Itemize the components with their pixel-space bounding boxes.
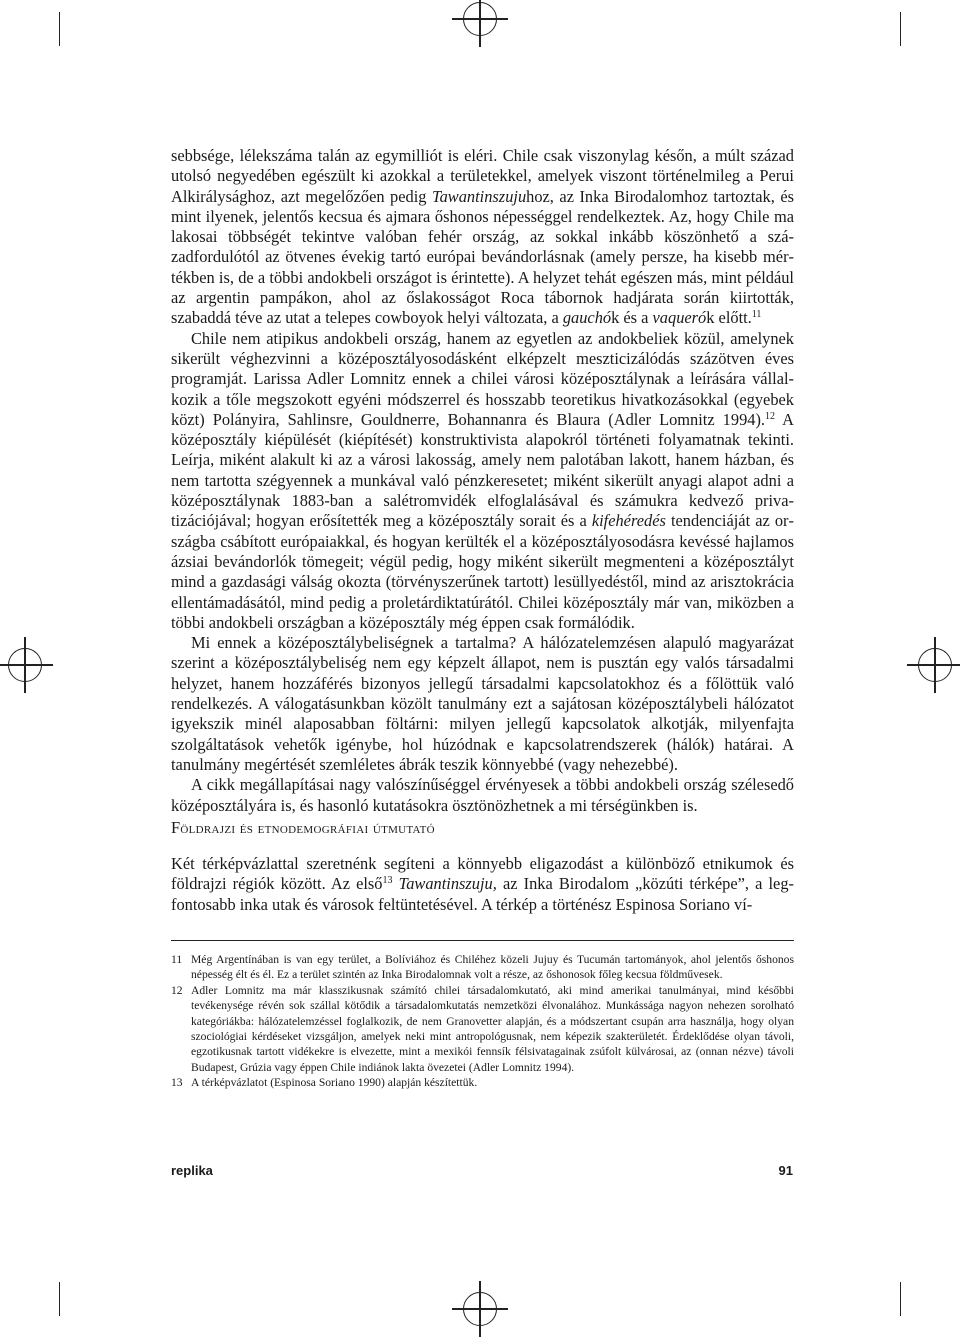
paragraph-2	[171, 329, 794, 633]
registration-mark-top	[463, 2, 497, 36]
text-run: Két térképvázlattal szeretnénk segíteni a könnyebb eligazodást a különböző etnikumok és földrajzi régiók között. Az első	[171, 854, 794, 894]
journal-name: replika	[171, 1163, 213, 1178]
crop-mark-bottom-right	[900, 1282, 901, 1316]
paragraph-4	[171, 775, 794, 816]
text-run: A cikk megállapításai nagy valószínűséggel érvényesek a többi andokbeli ország szélesedő középosztályára is, és hasonló kutatásokra ösztönözhetnek a mi térségünkben is.	[171, 775, 794, 815]
crop-mark-top-left	[59, 12, 60, 46]
text-run: Chile nem atipikus andokbeli ország, hanem az egyetlen az andokbeliek közül, amelynek sikerült véghezvinni a középosztályosodásként elképzelt meszticizálódás százötven éves programját. Larissa Adler Lomnitz ennek a chilei városi középosztálynak a leírására vállalkozik a tőle megszokott egyéni módszerrel és hosszabb teoretikus hivatkozásokkal (egyebek közt) Polányira, Sahlinsre, Gouldnerre, Bohannanra és Blaura (Adler Lomnitz 1994).	[171, 328, 794, 429]
footnote-12	[171, 983, 794, 1075]
text-run: A középosztály kiépülését (kiépítését) konstruktivista alapokról történeti folyamatnak tekinti. Leírja, miként alakult ki az a városi lakosság, amely nem palotában lakott, hanem házban, és nem tartotta szégyennek a munkával való pénzkeresetet; miként sikerült anyagi alapot adni a középosztálynak 1883-ban a salétromvidék elfoglalásával és számukra kedvező privatizációjával; hogyan erősítették meg a középosztály sorait és a	[171, 409, 794, 531]
text-run: k előtt.	[706, 308, 752, 328]
article-body	[171, 146, 794, 816]
footnote-number: 11	[171, 953, 183, 966]
footnote-text: Még Argentínában is van egy terület, a Bolíviához és Chiléhez közeli Jujuy és Tucumán tartományok, ahol jelentős őshonos népesség élt és él. Ez a terület szintén az Inka Birodalomnak volt a része, az őshonosok főleg kecsua földművesek.	[191, 953, 794, 982]
footnote-number: 13	[171, 1076, 183, 1090]
footnote-text: A térképvázlatot (Espinosa Soriano 1990) alapján készítettük.	[191, 1076, 478, 1090]
italic-text: Tawantinszuju,	[398, 874, 497, 894]
footnote-number: 12	[171, 983, 183, 997]
footnote-11	[171, 952, 794, 983]
italic-text: Tawantinszuju	[432, 186, 527, 206]
section-paragraph	[171, 854, 794, 915]
italic-text: vaqueró	[652, 308, 707, 328]
section-heading: Földrajzi és etnodemográfiai útmutató	[171, 818, 435, 837]
crop-mark-bottom-left	[59, 1282, 60, 1316]
text-run: sebbsége, lélekszáma talán az egymilliót is eléri. Chile csak viszonylag későn, a múlt század utolsó negyedében egészült ki azokkal a területekkel, amelyek viszont történelmileg a Perui Alkirálysághoz, azt megelőzően pedig	[171, 146, 794, 206]
text-run: tendenciáját az országba csábított európaiakkal, és hogyan kerülték el a középosztályosodásra kevéssé hajlamos ázsiai bevándorlók tömegeit; végül pedig, hogy miként sikerült megmenteni a középosztályt mind a gazdasági válság okozta (törvényszerűnek tartott) lesüllyedéstől, mind az arisztokrácia ellentámadásától, mind pedig a proletárdiktatúrától. Chilei középosztály már van, miközben a többi andokbeli országban a középosztály még éppen csak formálódik.	[171, 511, 794, 632]
footnote-divider	[171, 940, 794, 941]
footnote-text: Adler Lomnitz ma már klasszikusnak számító chilei társadalomkutató, aki mind amerikai tanulmányai, mind későbbi tevékenysége révén sok szállal kötődik a társadalomkutatás nemzetközi élvonalához. Munkássága nagyon nehezen sorolható kategóriákba: hálózatelemzéssel foglalkozik, de nem Granovetter alapján, és a módszertant csupán arra használja, hogy olyan szociológiai kérdéseket vizsgáljon, amelyek neki mint antropológusnak, nem képezik szakterületét. Érdeklődése olyan távoli, egzotikusnak tartott vidékekre is elvezette, mint a mexikói fennsík félsivatagainak zsúfolt külvárosai, az (onnan nézve) távoli Budapest, Grúzia vagy éppen Chile indiánok lakta övezetei (Adler Lomnitz 1994).	[191, 983, 794, 1074]
text-run: az Inka Birodalom „közúti térképe”, a legfontosabb inka utak és városok feltüntetésével. A térkép a történész Espinosa Soriano ví-	[171, 874, 794, 914]
paragraph-3	[171, 633, 794, 775]
italic-text: kifehéredés	[591, 511, 666, 531]
footnote-reference: 11	[751, 309, 762, 321]
crop-mark-top-right	[900, 12, 901, 46]
registration-mark-right	[918, 648, 952, 682]
footnote-reference: 13	[382, 875, 393, 887]
page-number: 91	[778, 1163, 793, 1178]
text-run: k és a	[611, 308, 653, 328]
paragraph-1	[171, 146, 794, 329]
footnote-13	[171, 1075, 794, 1090]
text-run: Mi ennek a középosztálybeliségnek a tartalma? A hálózatelemzésen alapuló magyarázat szerint a középosztálybeliség nem egy képzelt állapot, nem is pusztán egy valós társadalmi helyzet, hanem hozzáférés bizonyos jellegű társadalmi kapcsolatokhoz és a főlöttük való rendelkezés. A válogatásunkban közölt tanulmány ezt a sajátosan középosztálybeli hálózatot igyekszik minél alaposabban föltárni: milyen jellegű kapcsolatok alkotják, milyenfajta szolgáltatások vehetők igénybe, hol húzódnak e kapcsolatrendszerek (hálók) határai. A tanulmány megértését szemléletes ábrák teszik könnyebbé (vagy nehezebbé).	[171, 633, 794, 774]
registration-mark-bottom	[463, 1292, 497, 1326]
italic-text: gauchó	[562, 308, 612, 328]
registration-mark-left	[8, 648, 42, 682]
footnote-reference: 12	[765, 410, 776, 422]
text-run: hoz, az Inka Birodalomhoz tartoztak, és mint ilyenek, jelentős kecsua és ajmara őshonos népességgel rendelkeztek. Az, hogy Chile ma lakosai többségét tekintve valóban fehér ország, az sokkal inkább köszönhető a századfordulótól az ötvenes évekig tartó európai bevándorlásnak (amely persze, ha kisebb mértékben is, de a többi andokbeli országot is érintette). A helyzet tehát egészen más, mint például az argentin pampákon, ahol az őslakosságot Roca tábornok hadjárata során kiirtották, szabaddá téve az utat a telepes cowboyok helyi változata, a	[171, 186, 795, 328]
footnotes	[171, 952, 794, 1091]
